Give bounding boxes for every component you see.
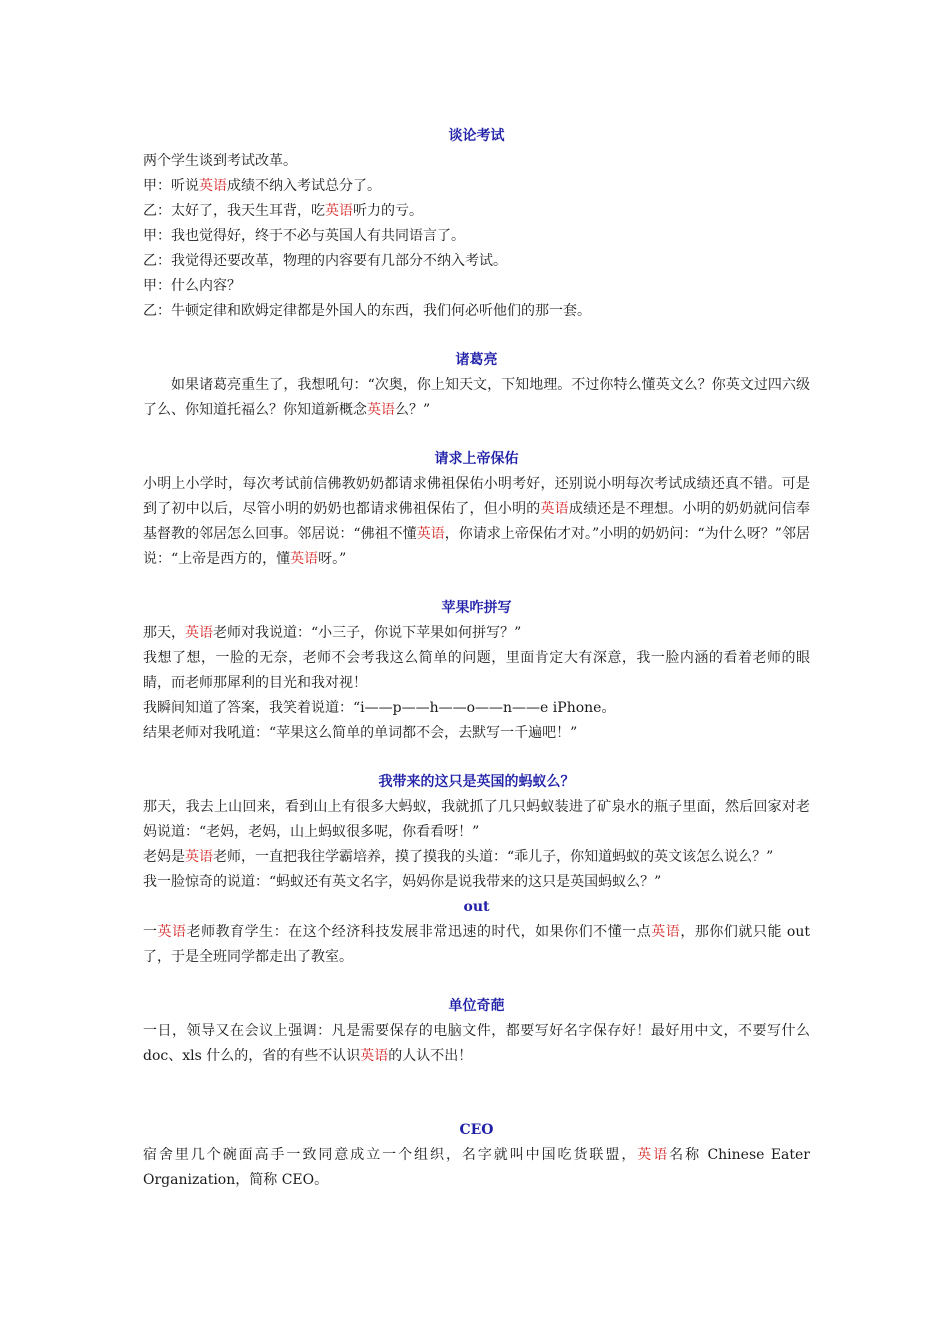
paragraph [143, 845, 810, 870]
text-run: 甲：听说 [143, 178, 199, 194]
text-run: 乙：牛顿定律和欧姆定律都是外国人的东西，我们何必听他们的那一套。 [143, 303, 591, 319]
keyword-english: 英语 [367, 402, 395, 418]
keyword-english: 英语 [185, 625, 213, 641]
paragraph [143, 920, 810, 970]
section-title: 单位奇葩 [448, 998, 505, 1014]
text-run: 乙：太好了，我天生耳背，吃 [143, 203, 325, 219]
section-title: CEO [459, 1122, 494, 1138]
text-line [143, 149, 810, 174]
keyword-english: 英语 [360, 1048, 389, 1064]
text-line [143, 249, 810, 274]
section-title: 我带来的这只是英国的蚂蚁么？ [378, 774, 575, 790]
text-line [143, 274, 810, 299]
text-run: 小明上小学时，每次考试前信佛教奶奶都请求佛祖保佑小明考好，还别说小明每次考试成绩还真不错。可是到了初中以后，尽管小明的奶奶也都请求佛祖保佑了，但小明的 [143, 476, 810, 517]
text-line [143, 299, 810, 324]
section-exam [143, 124, 810, 324]
text-run: 甲：什么内容？ [143, 278, 241, 294]
keyword-english: 英语 [199, 178, 227, 194]
keyword-english: 英语 [637, 1147, 670, 1163]
text-run: 名称 Chinese Eater Organization，简称 CEO。 [143, 1147, 810, 1188]
text-line [143, 224, 810, 249]
text-line [143, 174, 810, 199]
text-run: 的人认不出！ [388, 1048, 473, 1064]
text-run: 结果老师对我吼道：“苹果这么简单的单词都不会，去默写一千遍吧！” [143, 725, 578, 741]
section-out [143, 895, 810, 970]
text-run: 成绩还是不理想。小明的奶奶就问信奉基督教的邻居怎么回事。邻居说：“佛祖不懂 [143, 501, 811, 542]
text-run: 听力的亏。 [353, 203, 423, 219]
section-title: 苹果咋拼写 [441, 600, 512, 616]
paragraph [143, 646, 810, 696]
text-run: 老妈是 [143, 849, 185, 865]
text-run: 成绩不纳入考试总分了。 [227, 178, 381, 194]
keyword-english: 英语 [325, 203, 353, 219]
section-title: 请求上帝保佑 [434, 451, 519, 467]
document-page [143, 124, 810, 1193]
text-run: 我瞬间知道了答案，我笑着说道：“i——p——h——o——n——e iPhone。 [143, 700, 616, 716]
keyword-english: 英语 [540, 501, 569, 517]
keyword-english: 英语 [651, 924, 681, 940]
paragraph [143, 696, 810, 721]
text-run: ，你请求上帝保佑才对。”小明的奶奶问：“为什么呀？”邻居说：“上帝是西方的，懂 [143, 526, 811, 567]
section-ceo [143, 1118, 810, 1193]
paragraph [143, 621, 810, 646]
text-line [143, 199, 810, 224]
paragraph [143, 1019, 810, 1069]
text-run: 老师，一直把我往学霸培养，摸了摸我的头道：“乖儿子，你知道蚂蚁的英文该怎么说么？” [213, 849, 774, 865]
text-run: 我想了想，一脸的无奈，老师不会考我这么简单的问题，里面肯定大有深意，我一脸内涵的看着老师的眼睛，而老师那犀利的目光和我对视！ [143, 650, 810, 691]
text-run: ，那你们就只能 out 了，于是全班同学都走出了教室。 [143, 924, 811, 965]
text-run: 一 [143, 924, 158, 940]
section-title: 谈论考试 [448, 128, 505, 144]
paragraph [143, 721, 810, 746]
text-run: 一日，领导又在会议上强调：凡是需要保存的电脑文件，都要写好名字保存好！最好用中文，不要写什么 doc、xls 什么的，省的有些不认识 [143, 1023, 810, 1064]
text-run: 老师对我说道：“小三子，你说下苹果如何拼写？” [213, 625, 522, 641]
section-pray-god [143, 447, 810, 572]
section-zhuge-liang [143, 348, 810, 423]
text-run: 两个学生谈到考试改革。 [143, 153, 297, 169]
section-apple-spelling [143, 596, 810, 746]
text-run: 老师教育学生：在这个经济科技发展非常迅速的时代，如果你们不懂一点 [186, 924, 652, 940]
paragraph [143, 373, 810, 423]
keyword-english: 英语 [416, 526, 445, 542]
keyword-english: 英语 [185, 849, 213, 865]
text-run: 那天，我去上山回来，看到山上有很多大蚂蚁，我就抓了几只蚂蚁装进了矿泉水的瓶子里面，然后回家对老妈说道：“老妈，老妈，山上蚂蚁很多呢，你看看呀！” [143, 799, 810, 840]
text-run: 呀。” [318, 551, 347, 567]
paragraph [143, 1143, 810, 1193]
section-office-oddity [143, 994, 810, 1069]
text-run: 那天， [143, 625, 185, 641]
paragraph [143, 472, 810, 572]
paragraph [143, 795, 810, 845]
section-title: 诸葛亮 [455, 352, 498, 368]
keyword-english: 英语 [157, 924, 187, 940]
keyword-english: 英语 [290, 551, 319, 567]
text-run: 么？” [395, 402, 431, 418]
text-run: 如果诸葛亮重生了，我想吼句：“次奥，你上知天文，下知地理。不过你特么懂英文么？你英文过四六级了么、你知道托福么？你知道新概念 [143, 377, 810, 418]
text-run: 宿舍里几个碗面高手一致同意成立一个组织，名字就叫中国吃货联盟， [143, 1147, 638, 1163]
text-run: 我一脸惊奇的说道：“蚂蚁还有英文名字，妈妈你是说我带来的这只是英国蚂蚁么？” [143, 874, 662, 890]
section-english-ants [143, 770, 810, 895]
text-run: 乙：我觉得还要改革，物理的内容要有几部分不纳入考试。 [143, 253, 507, 269]
text-run: 甲：我也觉得好，终于不必与英国人有共同语言了。 [143, 228, 465, 244]
section-title: out [463, 899, 490, 915]
paragraph [143, 870, 810, 895]
